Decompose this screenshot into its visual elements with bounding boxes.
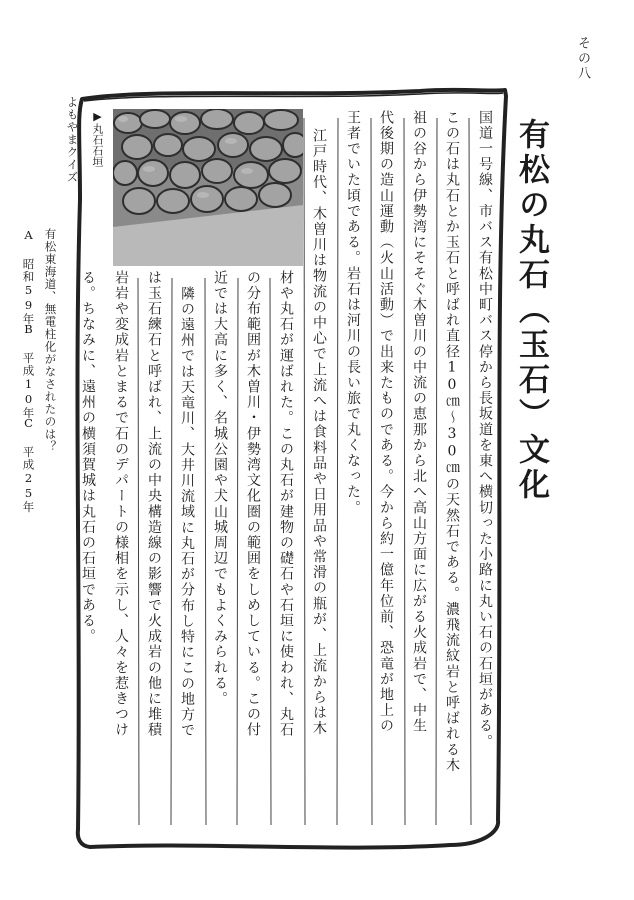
body-column: 王者でいた頃である。岩石は河川の長い旅で丸くなった。: [345, 110, 361, 516]
quiz-option-a: [22, 228, 34, 326]
quiz-option-text: 平成10年: [21, 352, 36, 420]
body-column: る。ちなみに、遠州の横須賀城は丸石の石垣である。: [80, 270, 96, 645]
body-column: 代後期の造山運動（火山活動）で出来たものである。今から約一億年位前、恐竜が地上の: [378, 110, 394, 734]
body-column: 国道一号線、市バス有松中町バス停から長坂道を東へ横切った小路に丸い石の石垣がある。: [477, 110, 493, 750]
stone-wall-photo: [113, 109, 303, 266]
body-column: 材や丸石が運ばれた。この丸石が建物の礎石や石垣に使われ、丸石: [278, 270, 294, 738]
quiz-option-text: 昭和59年: [21, 258, 36, 326]
quiz-question: 有松東海道、無電柱化がなされたのは？: [43, 228, 58, 453]
body-column: 隣の遠州では天竜川、大井川流域に丸石が分布し特にこの地方で: [179, 286, 195, 739]
body-column: は玉石練石と呼ばれ、上流の中央構造線の影響で火成岩の他に堆積: [146, 270, 162, 738]
body-column: 近では大高に多く、名城公園や犬山城周辺でもよくみられる。: [212, 270, 228, 707]
series-label: その八: [575, 36, 590, 81]
quiz-option-b: [22, 322, 34, 420]
quiz-option-label: C: [21, 416, 36, 431]
body-column: 江戸時代、木曽川は物流の中心で上流へは食料品や日用品や常滑の瓶が、上流からは木: [311, 128, 327, 737]
article-title: 有松の丸石（玉石）文化: [513, 118, 549, 503]
body-column: の分布範囲が木曽川・伊勢湾文化圏の範囲をしめしている。この付: [245, 270, 261, 738]
photo-caption: ▶丸石石垣: [91, 110, 104, 167]
quiz-heading: よもやまクイズ: [65, 96, 80, 184]
quiz-option-label: B: [21, 322, 36, 337]
quiz-option-text: 平成25年: [21, 446, 36, 514]
quiz-option-label: A: [21, 228, 36, 243]
quiz-option-c: [22, 416, 34, 514]
body-column: 岩岩や変成岩とまるで石のデパートの様相を示し、人々を惹きつけ: [113, 270, 129, 738]
body-column: この石は丸石とか玉石と呼ばれ直径10㎝～30㎝の天然石である。濃飛流紋岩と呼ばれる木: [444, 110, 460, 774]
body-column: 祖の谷から伊勢湾にそそぐ木曽川の中流の恵那から北へ高山方面に広がる火成岩で、中生: [411, 110, 427, 734]
